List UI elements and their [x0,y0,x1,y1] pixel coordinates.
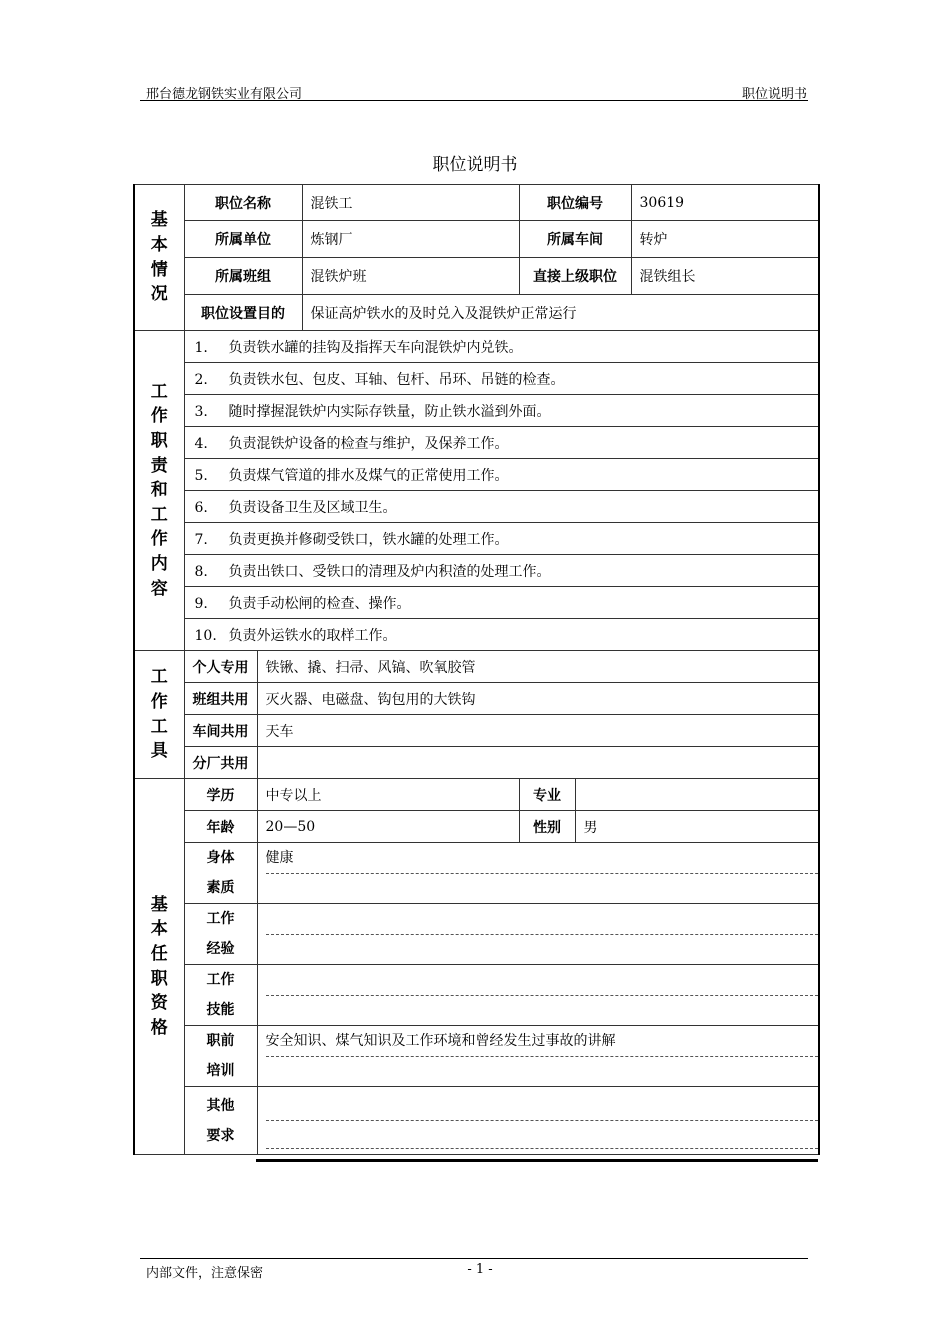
other-requirements-value [257,1087,819,1155]
education-value: 中专以上 [257,779,519,811]
footer-divider [140,1258,808,1259]
header-divider [140,100,808,101]
section-qualifications: 基 本 任 职 资 格 [134,779,184,1155]
duty-item: 5. 负责煤气管道的排水及煤气的正常使用工作。 [184,459,819,491]
footer-confidential: 内部文件，注意保密 [146,1266,264,1281]
duty-item: 9. 负责手动松闸的检查、操作。 [184,587,819,619]
duty-item: 3. 随时撑握混铁炉内实际存铁量，防止铁水溢到外面。 [184,395,819,427]
experience-value [257,904,819,965]
tool-label-workshop: 车间共用 [184,715,257,747]
unit-value: 炼钢厂 [302,221,519,258]
gender-label: 性别 [519,811,575,843]
duty-item: 8. 负责出铁口、受铁口的清理及炉内积渣的处理工作。 [184,555,819,587]
purpose-label: 职位设置目的 [184,295,302,331]
section-tools: 工 作 工 具 [134,651,184,779]
duty-item: 2. 负责铁水包、包皮、耳轴、包杆、吊环、吊链的检查。 [184,363,819,395]
major-value [575,779,819,811]
gender-value: 男 [575,811,819,843]
footer-page-number: - 1 - [467,1262,493,1277]
duty-item: 7. 负责更换并修砌受铁口，铁水罐的处理工作。 [184,523,819,555]
position-code-value: 30619 [631,185,819,221]
tool-label-team: 班组共用 [184,683,257,715]
page-title: 职位说明书 [432,155,518,175]
duty-item: 1. 负责铁水罐的挂钩及指挥天车向混铁炉内兑铁。 [184,331,819,363]
team-value: 混铁炉班 [302,258,519,295]
workshop-value: 转炉 [631,221,819,258]
duty-item: 10. 负责外运铁水的取样工作。 [184,619,819,651]
superior-value: 混铁组长 [631,258,819,295]
section-duties: 工 作 职 责 和 工 作 内 容 [134,331,184,651]
education-label: 学历 [184,779,257,811]
superior-label: 直接上级职位 [519,258,631,295]
training-value: 安全知识、煤气知识及工作环境和曾经发生过事故的讲解 [257,1026,819,1087]
position-code-label: 职位编号 [519,185,631,221]
table-bottom-border [256,1159,818,1162]
tool-value-plant [257,747,819,779]
major-label: 专业 [519,779,575,811]
experience-label: 工作 经验 [184,904,257,965]
training-label: 职前 培训 [184,1026,257,1087]
tool-value-personal: 铁锹、撬、扫帚、风镐、吹氧胶管 [257,651,819,683]
job-description-table [133,184,820,1155]
age-value: 20—50 [257,811,519,843]
skills-label: 工作 技能 [184,965,257,1026]
team-label: 所属班组 [184,258,302,295]
workshop-label: 所属车间 [519,221,631,258]
other-requirements-label: 其他 要求 [184,1087,257,1155]
age-label: 年龄 [184,811,257,843]
tool-value-team: 灭火器、电磁盘、钩包用的大铁钩 [257,683,819,715]
section-basic-info: 基 本 情 况 [134,185,184,331]
duty-item: 4. 负责混铁炉设备的检查与维护，及保养工作。 [184,427,819,459]
physical-label: 身体 素质 [184,843,257,904]
physical-value: 健康 [257,843,819,904]
position-name-label: 职位名称 [184,185,302,221]
skills-value [257,965,819,1026]
unit-label: 所属单位 [184,221,302,258]
position-name-value: 混铁工 [302,185,519,221]
tool-value-workshop: 天车 [257,715,819,747]
duty-item: 6. 负责设备卫生及区域卫生。 [184,491,819,523]
header-company: 邢台德龙钢铁实业有限公司 [146,87,303,102]
tool-label-personal: 个人专用 [184,651,257,683]
tool-label-plant: 分厂共用 [184,747,257,779]
header-doc-type: 职位说明书 [741,87,807,102]
purpose-value: 保证高炉铁水的及时兑入及混铁炉正常运行 [302,295,819,331]
